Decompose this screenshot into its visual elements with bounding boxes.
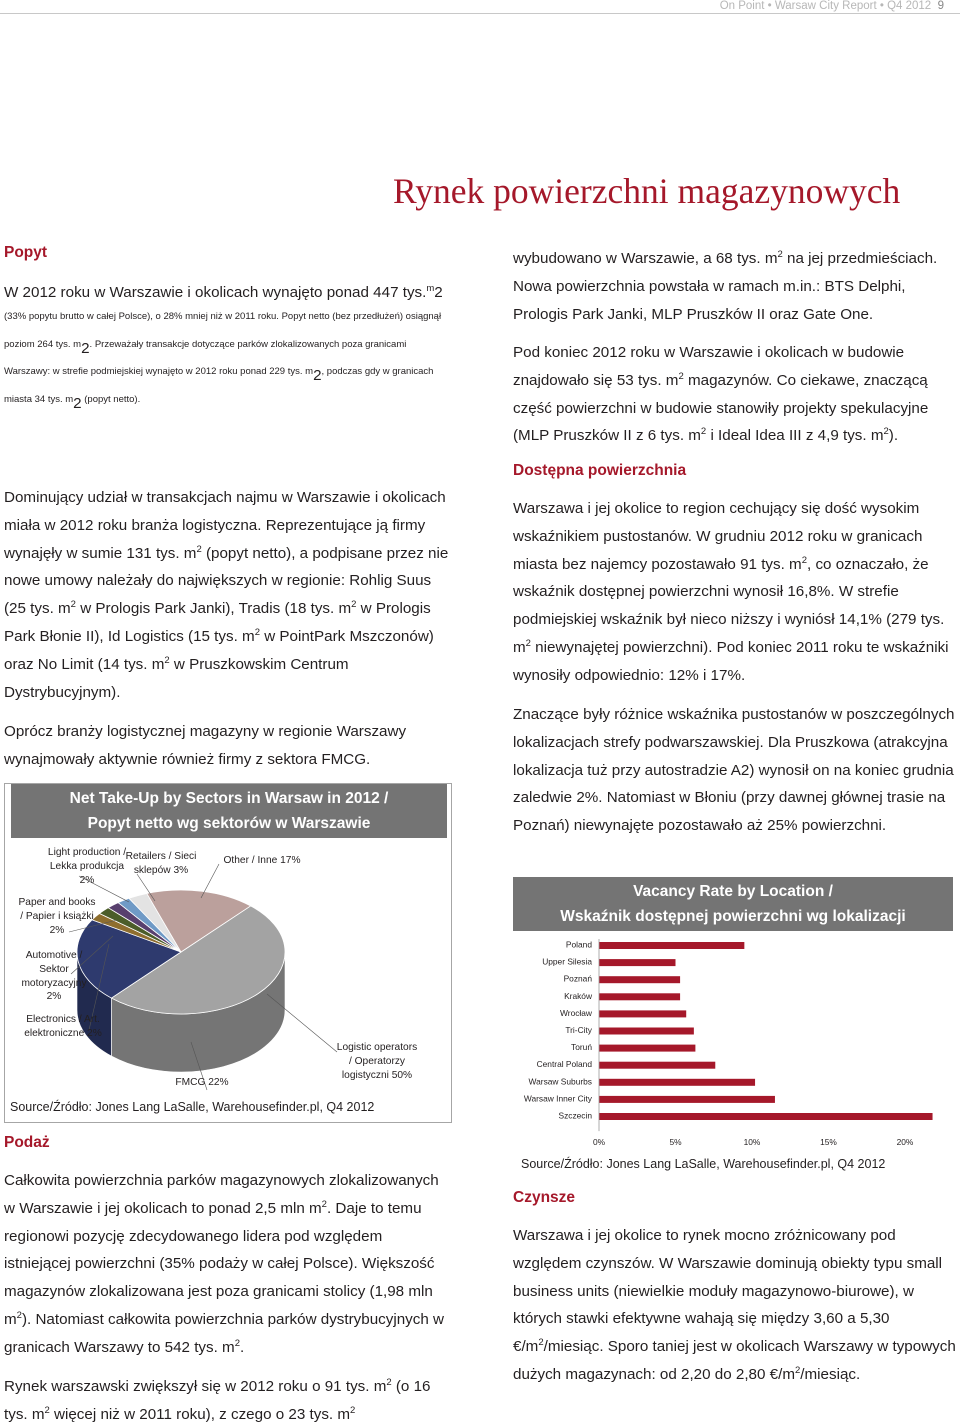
bar-tri-city <box>599 1028 694 1035</box>
paragraph-popyt-2: Dominujący udział w transakcjach najmu w Warszawie i okolicach miała w 2012 roku branża logistyczna. Reprezentujące ją firmy wynajęły w sumie 131 tys. $m^2$ (popyt netto), a podpisane przez nie nowe umowy należały do największych w regionie: Rohlig Suus (25 tys. $m^2$ w Prologis Park Janki), Tradis (18 tys. $m^2$ w Prologis Park Błonie II), Id Logistics (15 tys. $m^2$ w PointPark Mszczonów) oraz No Limit (14 tys. $m^2$ w Pruszkowskim Centrum Dystrybucyjnym). <box>4 489 449 701</box>
superscript: . Przeważały transakcje dotyczące parków zlokalizowanych poza granicami Warszawy: w strefie podmiejskiej wynajęto w 2012 roku ponad 229 tys. m <box>4 338 407 378</box>
bar-warsaw-inner-city <box>599 1096 775 1103</box>
label-line: Lekka produkcja <box>49 860 125 872</box>
label-line: 2% <box>49 924 65 936</box>
paragraph-popyt-1: W 2012 roku w Warszawie i okolicach wynajęto ponad 447 tys.$^m$2 $^{(33\% popytu brutto w całej Polsce), o 28\% mniej niż w 2011 roku. Popyt netto (bez przedłużeń) osiągnął poziom 264 tys. m}2^{. Przeważały transakcje dotyczące parków zlokalizowanych poza granicami Warszawy: w strefie podmiejskiej wynajęto w 2012 roku ponad 229 tys. m}2^{, podczas gdy w granicach miasta 34 tys. m}2$ $^{(popyt netto).}$ <box>4 283 443 413</box>
section-heading-popyt: Popyt <box>4 244 48 261</box>
superscript: 2 <box>883 426 889 438</box>
superscript: 2 <box>795 1364 801 1376</box>
label-line: sklepów 3% <box>133 864 189 876</box>
superscript: 2 <box>777 249 783 260</box>
bar-title-line-2: Wskaźnik dostępnej powierzchni wg lokalizacji <box>560 908 906 925</box>
bar-x-tick-label: 15% <box>820 1137 837 1148</box>
label-line: Sektor <box>39 963 69 975</box>
label-line: 2% <box>46 991 62 1003</box>
superscript: 2 <box>44 1404 50 1416</box>
pie-title-line-2: Popyt netto wg sektorów w Warszawie <box>87 815 371 832</box>
bar-chart-source: Source/Źródło: Jones Lang LaSalle, Warehousefinder.pl, Q4 2012 <box>521 1157 886 1171</box>
label-line: Logistic operators <box>336 1042 418 1053</box>
bar-category-label: Wrocław <box>560 1007 592 1018</box>
running-header <box>0 0 960 14</box>
pie-label-fmcg <box>167 1076 237 1090</box>
bar-category-label: Szczecin <box>558 1110 592 1121</box>
paragraph-podaz-2: Rynek warszawski zwiększył się w 2012 roku o 91 tys. $m^2$ (o 16 tys. $m^2$ więcej niż w 2011 roku), z czego o 23 tys. $m^2$ <box>4 1377 431 1423</box>
superscript: 2 <box>350 1404 356 1416</box>
pie-label-paper-books <box>9 896 105 937</box>
bar-category-label: Poland <box>565 939 592 950</box>
bar-category-label: Warsaw Suburbs <box>528 1076 592 1087</box>
superscript: 2 <box>538 1337 544 1349</box>
section-heading-podaz: Podaż <box>4 1134 50 1151</box>
page-title: Rynek powierzchni magazynowych <box>393 171 901 211</box>
label-line: Light production / <box>47 847 127 858</box>
label-line: / Papier i książki <box>20 910 94 922</box>
label-line: Electronics / Art. <box>26 1014 100 1025</box>
bar-series <box>599 942 933 1120</box>
paragraph-podaz-1: Całkowita powierzchnia parków magazynowych zlokalizowanych w Warszawie i jej okolicach to ponad 2,5 mln $m^2$. Daje to temu regionowi pozycję zdecydowanego lidera pod względem istniejącej powierzchni (35% podaży w całej Polsce). Większość magazynów zlokalizowana jest poza granicami stolicy (1,98 mln $m^2$). Natomiast całkowita powierzchnia parków dystrybucyjnych w granicach Warszawy to 542 tys. $m^2$. <box>4 1172 444 1356</box>
superscript: , podczas gdy w granicach miasta 34 tys. m <box>4 366 434 406</box>
bar-category-labels <box>524 940 593 1121</box>
superscript: 2 <box>801 554 807 566</box>
label-line: 2% <box>79 874 95 886</box>
label-line: Other / Inne 17% <box>223 855 301 866</box>
bar-category-label: Kraków <box>564 990 592 1001</box>
superscript: 2 <box>678 370 684 382</box>
superscript: 2 <box>386 1377 392 1388</box>
superscript: (33% popytu brutto w całej Polsce), o 28% mniej niż w 2011 roku. Popyt netto (bez przedłużeń) osiągnął poziom 264 tys. m <box>4 310 442 350</box>
bar-category-label: Upper Silesia <box>542 956 592 967</box>
bar-category-label: Warsaw Inner City <box>523 1093 592 1104</box>
superscript: (popyt netto). <box>81 394 141 406</box>
bar-warsaw-suburbs <box>599 1079 755 1086</box>
bar-chart-box <box>513 877 960 1177</box>
superscript: 2 <box>234 1337 241 1349</box>
paragraph-podaz-3: wybudowano w Warszawie, a 68 tys. $m^2$ na jej przedmieściach. Nowa powierzchnia powstała w ramach m.in.: BTS Delphi, Prologis Park Janki, MLP Pruszków II oraz Gate One. <box>513 249 938 323</box>
pie-label-electronics <box>13 1013 113 1041</box>
bar-wrocław <box>599 1010 686 1017</box>
pie-label-logistic-operators <box>327 1041 427 1082</box>
bar-category-label: Central Poland <box>536 1059 592 1070</box>
pie-label-retailers <box>117 850 205 878</box>
label-line: Retailers / Sieci <box>125 851 197 862</box>
bar-x-tick-label: 20% <box>896 1137 914 1148</box>
page-number: 9 <box>937 0 944 12</box>
label-line: logistyczni 50% <box>341 1069 413 1081</box>
pie-top <box>77 890 285 1014</box>
section-heading-czynsze: Czynsze <box>513 1189 576 1206</box>
superscript: 2 <box>700 426 707 438</box>
bar-central-poland <box>599 1062 715 1069</box>
bar-category-label: Toruń <box>571 1042 592 1053</box>
pie-label-other <box>207 854 317 868</box>
bar-category-label: Tri-City <box>565 1025 592 1035</box>
pie-chart-source: Source/Źródło: Jones Lang LaSalle, Warehousefinder.pl, Q4 2012 <box>10 1100 375 1114</box>
pie-title-line-1: Net Take-Up by Sectors in Warsaw in 2012 / <box>69 790 389 807</box>
section-heading-dostepna: Dostępna powierzchnia <box>513 462 687 479</box>
bar-x-ticks <box>593 1137 914 1147</box>
superscript: 2 <box>254 626 260 638</box>
bar-kraków <box>599 993 680 1000</box>
bar-upper-silesia <box>599 959 676 966</box>
superscript: 2 <box>164 654 170 666</box>
bar-poland <box>599 942 744 949</box>
bar-x-tick-label: 0% <box>592 1137 606 1148</box>
bar-title-line-1: Vacancy Rate by Location / <box>633 883 833 900</box>
superscript: m <box>426 283 435 294</box>
superscript: 2 <box>70 599 76 611</box>
label-line: FMCG 22% <box>175 1077 229 1088</box>
header-text <box>720 0 944 12</box>
bar-chart-title <box>513 877 953 931</box>
pie-label-automotive <box>13 949 95 1004</box>
superscript: 2 <box>321 1198 327 1210</box>
bar-poznań <box>599 976 680 983</box>
label-line: elektroniczne 2% <box>24 1027 102 1039</box>
header-label: On Point • Warsaw City Report • Q4 2012 <box>719 0 932 12</box>
superscript: 2 <box>16 1309 22 1321</box>
label-line: / Operatorzy <box>348 1055 406 1067</box>
paragraph-podaz-4: Pod koniec 2012 roku w Warszawie i okolicach w budowie znajdowało się 53 tys. $m^2$ magazynów. Co ciekawe, znaczącą część powierzchni w budowie stanowiły projekty spekulacyjne (MLP Pruszków II z 6 tys. $m^2$ i Ideal Idea III z 4,9 tys. $m^2$). <box>513 344 929 445</box>
pie-chart-box <box>4 783 452 1123</box>
label-line: Paper and books <box>18 897 96 908</box>
bar-toruń <box>599 1045 695 1052</box>
label-line: motoryzacyjny <box>21 977 87 989</box>
paragraph-popyt-3: Oprócz branży logistycznej magazyny w regionie Warszawy wynajmowały aktywnie również firmy z sektora FMCG. <box>4 723 407 768</box>
paragraph-dostepna-1: Warszawa i jej okolice to region cechujący się dość wysokim wskaźnikiem pustostanów. W grudniu 2012 roku w granicach miasta bez najemcy pozostawało 91 tys. $m^2$, co oznaczało, że wskaźnik dostępnej powierzchni wynosił 16,8%. W strefie podmiejskiej wskaźnik był nieco niższy i wyniósł 14,1% (279 tys. $m^2$ niewynajętej powierzchni). Pod koniec 2011 roku te wskaźniki wynosiły odpowiednio: 12% i 17%. <box>513 500 949 684</box>
superscript: 2 <box>196 543 202 555</box>
bar-szczecin <box>599 1113 933 1120</box>
superscript: 2 <box>525 637 531 649</box>
label-line: Automotive / <box>25 950 83 961</box>
bar-category-label: Poznań <box>563 973 592 984</box>
bar-x-tick-label: 10% <box>743 1137 761 1148</box>
bar-x-tick-label: 5% <box>669 1137 682 1148</box>
superscript: 2 <box>351 599 357 611</box>
paragraph-dostepna-2: Znaczące były różnice wskaźnika pustostanów w poszczególnych lokalizacjach strefy podwarszawskiej. Dla Pruszkowa (atrakcyjna lokalizacja tuż przy autostradzie A2) wynosił on na koniec grudnia zaledwie 2%. Natomiast w Błoniu (przy dawnej głównej trasie na Poznań) niewynajęte pozostawało aż 25% powierzchni. <box>513 706 955 835</box>
header-rule <box>0 13 960 14</box>
paragraph-czynsze-1: Warszawa i jej okolice to rynek mocno zróżnicowany pod względem czynszów. W Warszawie dominują obiekty typu small business units (niewielkie moduły magazynowo-biurowe), w których stawki efektywne wahają się między 3,60 a 5,30 $€/m^2$/miesiąc. Sporo taniej jest w okolicach Warszawy w typowych dużych magazynach: od 2,20 do 2,80 $€/m^2$/miesiąc. <box>513 1227 956 1383</box>
